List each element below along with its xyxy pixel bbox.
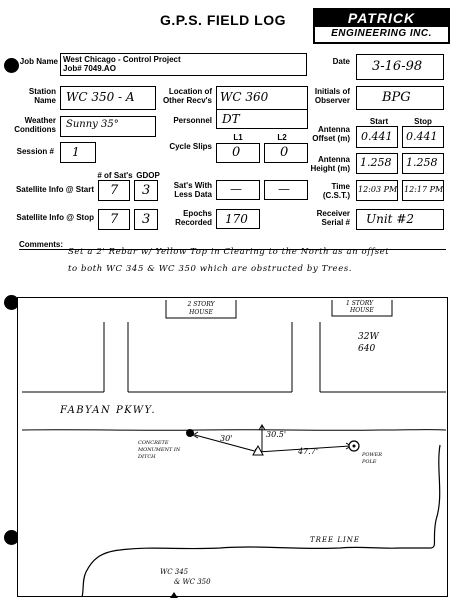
- tree-line-label: TREE LINE: [310, 536, 361, 544]
- sats-stop-value: 7: [110, 212, 119, 227]
- sat-info-start-label: Satellite Info @ Start: [15, 185, 94, 194]
- comments-label: Comments:: [19, 240, 64, 249]
- job-name-line1: West Chicago - Control Project: [63, 55, 181, 64]
- distance-30-5: 30.5': [266, 430, 287, 439]
- weather-value: Sunny 35°: [66, 119, 119, 130]
- num-sats-header: # of Sat's: [97, 171, 133, 180]
- address-line1: 32W: [358, 332, 379, 342]
- receiver-serial-value: Unit #2: [366, 212, 415, 226]
- wc345-label: WC 345: [160, 568, 189, 576]
- stop-header: Stop: [414, 117, 432, 126]
- antenna-offset-start-value: 0.441: [361, 130, 393, 143]
- l1-header: L1: [233, 133, 243, 142]
- location-other-label: Location of Other Recv's: [162, 87, 212, 105]
- station-name-label: Station Name: [28, 87, 56, 105]
- location-other-value: WC 360: [220, 90, 269, 104]
- time-label: Time (C.S.T.): [322, 182, 350, 200]
- distance-47-7: 47.7': [298, 447, 319, 456]
- date-label: Date: [332, 57, 350, 66]
- session-label: Session #: [16, 147, 54, 156]
- gdop-header: GDOP: [136, 171, 160, 180]
- session-value: 1: [72, 145, 80, 159]
- cycle-slips-l1-value: 0: [232, 145, 241, 160]
- wc345-mark: [170, 592, 178, 598]
- sats-start-value: 7: [110, 183, 119, 198]
- wc350-label: & WC 350: [174, 578, 211, 586]
- street-name: FABYAN PKWY.: [60, 405, 157, 416]
- epochs-value: 170: [225, 212, 248, 226]
- sats-less-data-l1-value: —: [230, 182, 242, 196]
- station-name-value: WC 350 - A: [66, 90, 135, 104]
- address-line2: 640: [358, 344, 376, 354]
- page-title: G.P.S. FIELD LOG: [160, 12, 286, 28]
- antenna-height-start-value: 1.258: [360, 156, 392, 169]
- sat-info-stop-label: Satellite Info @ Stop: [16, 213, 94, 222]
- house-1-label: 2 STORY HOUSE: [187, 301, 215, 316]
- monument-label: CONCRETE MONUMENT IN DITCH: [138, 440, 181, 460]
- tree-line: [82, 445, 440, 597]
- distance-30: 30': [220, 434, 233, 443]
- cycle-slips-l2-value: 0: [280, 145, 289, 160]
- sats-less-data-label: Sat's With Less Data: [173, 181, 212, 199]
- logo-top: PATRICK: [315, 10, 448, 27]
- gdop-stop-value: 3: [142, 212, 151, 227]
- personnel-label: Personnel: [173, 116, 212, 125]
- epochs-label: Epochs Recorded: [175, 209, 212, 227]
- comment-line-2: to both WC 345 & WC 350 which are obstructed by Trees.: [68, 264, 353, 274]
- house-2-label-line2: HOUSE: [350, 307, 374, 314]
- l2-header: L2: [277, 133, 287, 142]
- cycle-slips-label: Cycle Slips: [169, 142, 212, 151]
- house-2-label-line1: 1 STORY: [346, 300, 374, 307]
- time-stop-value: 12:17 PM: [404, 185, 444, 194]
- antenna-offset-label: Antenna Offset (m): [312, 125, 350, 143]
- street-lower-edge: [22, 430, 446, 431]
- concrete-monument-mark: [186, 429, 194, 437]
- antenna-offset-stop-value: 0.441: [406, 130, 438, 143]
- antenna-height-stop-value: 1.258: [406, 156, 438, 169]
- comment-line-1: Set a 2' Rebar w/ Yellow Top in Clearing to the North as an offset: [68, 247, 390, 257]
- initials-value: BPG: [382, 90, 411, 105]
- power-pole-label: POWER POLE: [362, 452, 383, 465]
- weather-label: Weather Conditions: [14, 116, 56, 134]
- logo-bottom: ENGINEERING INC.: [331, 28, 432, 39]
- job-name-label: Job Name: [19, 57, 58, 66]
- antenna-height-label: Antenna Height (m): [310, 155, 350, 173]
- receiver-serial-label: Receiver Serial #: [316, 209, 350, 227]
- job-name-line2: Job# 7049.AO: [63, 64, 116, 73]
- start-header: Start: [369, 117, 389, 126]
- date-value: 3-16-98: [372, 59, 423, 74]
- personnel-value: DT: [222, 112, 240, 126]
- sats-less-data-l2-value: —: [278, 182, 290, 196]
- initials-label: Initials of Observer: [314, 87, 350, 105]
- gdop-start-value: 3: [142, 183, 151, 198]
- time-start-value: 12:03 PM: [358, 185, 398, 194]
